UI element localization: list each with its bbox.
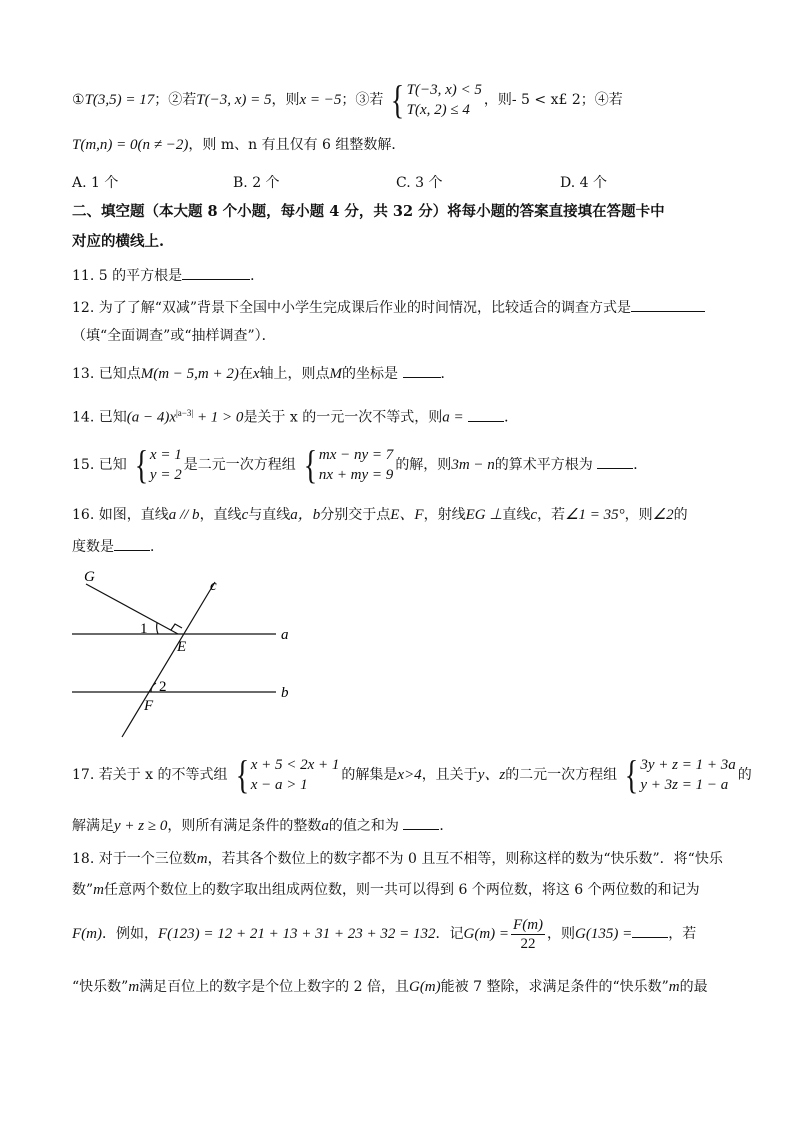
q18-text: ，则 xyxy=(547,926,576,942)
question-13 xyxy=(72,363,724,384)
question-16-cont xyxy=(72,536,724,557)
q16-text: 16. 如图，直线 xyxy=(72,507,169,523)
q10-math: T(3,5) = 17 xyxy=(84,92,155,108)
q16-math: a，b xyxy=(290,507,321,523)
q16-text: 度数是 xyxy=(72,539,114,555)
q14-math: a = xyxy=(442,409,464,426)
answer-blank xyxy=(631,297,705,312)
q18-text: ，若 xyxy=(668,926,697,942)
question-12 xyxy=(72,297,724,318)
q18-math: G(m) xyxy=(408,979,441,995)
q15-system-row: mx − ny = 7 xyxy=(318,447,394,463)
answer-blank xyxy=(114,536,150,551)
label-e: E xyxy=(177,639,187,655)
answer-blank xyxy=(403,363,441,378)
q18-text: 满足百位上的数字是个位上数字的 2 倍，且 xyxy=(139,979,409,995)
q16-text: ，直线 xyxy=(199,507,242,523)
q17-system-row: x − a > 1 xyxy=(250,777,308,793)
question-15 xyxy=(72,443,724,487)
q15-solution-system: { x = 1 y = 2 xyxy=(134,442,182,487)
q15-text: 是二元一次方程组 xyxy=(183,457,296,473)
q17-text: 的二元一次方程组 xyxy=(505,767,618,783)
q17-end: ． xyxy=(439,818,454,834)
q14-math: (a − 4)x xyxy=(126,409,176,426)
label-c: c xyxy=(210,578,217,594)
q17-text: 17. 若关于 x 的不等式组 xyxy=(72,767,228,783)
q15-text: 15. 已知 xyxy=(72,457,127,473)
section-title-cont: 对应的横线上. xyxy=(72,233,165,250)
question-18-line2 xyxy=(72,880,724,900)
q18-text: ．记 xyxy=(435,926,464,942)
answer-blank xyxy=(632,923,668,938)
q17-text: ，且关于 xyxy=(421,767,478,783)
q15-system-row: nx + my = 9 xyxy=(318,467,394,483)
q15-equation-system: { mx − ny = 7 nx + my = 9 xyxy=(303,442,394,487)
q17-text: ，则所有满足条件的整数 xyxy=(167,818,322,834)
question-16 xyxy=(72,505,724,525)
q10-statements-line1 xyxy=(72,77,724,122)
q12-text: 12. 为了了解“双减”背景下全国中小学生完成课后作业的时间情况，比较适合的调查方式是 xyxy=(72,300,632,316)
q10-math: T(m,n) = 0(n ≠ −2) xyxy=(72,137,189,153)
q10-text: ① xyxy=(72,92,85,108)
line-c xyxy=(122,582,215,737)
q16-text: ，则 xyxy=(624,507,653,523)
q17-text: 的值之和为 xyxy=(328,818,399,834)
q18-text: 任意两个数位上的数字取出组成两位数，则一共可以得到 6 个两位数，将这 6 个两位数的和记为 xyxy=(104,882,700,898)
q18-text: ．例如， xyxy=(102,926,158,942)
q14-exponent: |a−3| xyxy=(176,408,194,418)
q13-end: ． xyxy=(440,366,455,382)
q18-math: m xyxy=(128,979,140,995)
q18-text: “快乐数” xyxy=(72,979,129,995)
q10-statements-line2 xyxy=(72,135,724,155)
question-18 xyxy=(72,849,724,869)
q18-math: m xyxy=(93,882,105,898)
q16-math: ∠2 xyxy=(652,507,674,523)
q16-math: a // b xyxy=(168,507,200,523)
q15-text: 的算术平方根为 xyxy=(494,457,593,473)
q11-text: 11. 5 的平方根是 xyxy=(72,268,183,284)
q18-math: m xyxy=(196,851,208,867)
q18-text: 能被 7 整除，求满足条件的“快乐数” xyxy=(440,979,669,995)
label-a: a xyxy=(281,627,289,643)
label-b: b xyxy=(281,685,289,701)
q13-math: x xyxy=(252,366,260,382)
q16-text: 分别交于点 xyxy=(320,507,391,523)
q17-system-row: 3y + z = 1 + 3a xyxy=(640,757,736,773)
q16-text: 直线 xyxy=(502,507,531,523)
q13-math: M(m − 5,m + 2) xyxy=(140,366,239,382)
fraction-denominator: 22 xyxy=(520,935,536,952)
q11-end: ． xyxy=(250,268,265,284)
q13-math: M xyxy=(329,366,343,382)
question-18-line4 xyxy=(72,977,724,997)
q10-option-d: D. 4 个 xyxy=(560,175,607,191)
right-angle-mark xyxy=(171,624,182,630)
q14-math: + 1 > 0 xyxy=(193,409,244,426)
q17-equation-system: { 3y + z = 1 + 3a y + 3z = 1 − a xyxy=(624,752,736,797)
q17-math: x>4 xyxy=(397,767,422,783)
ray-eg xyxy=(86,584,178,634)
q16-text: ，射线 xyxy=(423,507,466,523)
q16-math: ∠1 = 35° xyxy=(565,507,625,523)
q18-text: ，若其各个数位上的数字都不为 0 且互不相等，则称这样的数为“快乐数”．将“快乐 xyxy=(207,851,723,867)
fraction-numerator: F(m) xyxy=(513,916,544,933)
q16-math: E、F xyxy=(390,507,424,523)
q17-system-row: y + 3z = 1 − a xyxy=(640,777,729,793)
label-f: F xyxy=(144,698,154,714)
q15-text: 的解，则 xyxy=(395,457,452,473)
q10-option-c: C. 3 个 xyxy=(396,175,443,191)
q17-system-row: x + 5 < 2x + 1 xyxy=(250,757,340,773)
q17-text: 解满足 xyxy=(72,818,114,834)
q16-math: EG ⊥ xyxy=(465,507,503,523)
q10-text: ；③若 xyxy=(341,92,384,108)
q16-text: 与直线 xyxy=(248,507,291,523)
q18-fraction xyxy=(511,916,545,953)
question-11 xyxy=(72,265,724,286)
q16-text: 的 xyxy=(673,507,688,523)
answer-blank xyxy=(597,454,633,469)
question-18-line3 xyxy=(72,912,724,956)
q10-math: x = −5 xyxy=(299,92,342,108)
q10-text: ，则 m、n 有且仅有 6 组整数解． xyxy=(188,137,406,153)
q18-math: F(m) xyxy=(72,926,102,942)
label-g: G xyxy=(84,569,95,585)
q17-text: 的 xyxy=(737,767,752,783)
q10-text: ；②若 xyxy=(154,92,197,108)
q15-system-row: y = 2 xyxy=(149,467,182,483)
q10-system-row: T(−3, x) < 5 xyxy=(406,82,482,98)
q14-text: 是关于 x 的一元一次不等式，则 xyxy=(243,409,443,426)
q14-text: 14. 已知 xyxy=(72,409,127,426)
question-12-cont: （填“全面调查”或“抽样调查”）． xyxy=(72,328,276,344)
q18-text: 的最 xyxy=(679,979,708,995)
label-angle-1: 1 xyxy=(140,621,148,637)
q15-math: 3m − n xyxy=(451,457,495,473)
q10-text: ，则 xyxy=(271,92,300,108)
question-17-cont xyxy=(72,815,724,836)
q18-math: F(123) = 12 + 21 + 13 + 31 + 23 + 32 = 132 xyxy=(158,926,436,942)
q18-text: 18. 对于一个三位数 xyxy=(72,851,197,867)
question-17 xyxy=(72,752,752,797)
q10-math: T(−3, x) = 5 xyxy=(196,92,272,108)
q17-inequality-system: { x + 5 < 2x + 1 x − a > 1 xyxy=(235,752,340,797)
answer-blank xyxy=(403,815,439,830)
q10-option-b: B. 2 个 xyxy=(233,175,280,191)
q10-option-a: A. 1 个 xyxy=(72,175,119,191)
q15-end: ． xyxy=(633,457,648,473)
q10-text: ，则- 5 < x£ 2；④若 xyxy=(483,92,623,108)
q17-text: 的解集是 xyxy=(341,767,398,783)
q13-text: 的坐标是 xyxy=(342,366,399,382)
q16-math: c xyxy=(530,507,538,523)
q13-text: 13. 已知点 xyxy=(72,366,141,382)
angle-2-arc xyxy=(151,683,156,692)
q18-text: 数” xyxy=(72,882,94,898)
section-title: 二、填空题（本大题 8 个小题，每小题 4 分，共 32 分）将每小题的答案直接填在答题卡中 xyxy=(72,203,665,220)
q18-math: m xyxy=(668,979,680,995)
q17-math: a xyxy=(321,818,329,834)
q17-math: y、z xyxy=(477,767,506,783)
q16-geometry-figure xyxy=(60,565,310,745)
q13-text: 轴上，则点 xyxy=(259,366,330,382)
q15-system-row: x = 1 xyxy=(149,447,182,463)
q14-end: ． xyxy=(504,409,519,426)
q10-system-row: T(x, 2) ≤ 4 xyxy=(406,102,470,118)
q13-text: 在 xyxy=(238,366,253,382)
q17-math: y + z ≥ 0 xyxy=(114,818,168,834)
answer-blank xyxy=(182,265,250,280)
q16-end: ． xyxy=(150,539,164,555)
answer-blank xyxy=(468,407,504,422)
q16-text: ，若 xyxy=(537,507,566,523)
label-angle-2: 2 xyxy=(159,679,167,695)
question-14 xyxy=(72,403,724,428)
angle-1-arc xyxy=(157,623,158,634)
q16-math: c xyxy=(241,507,249,523)
q10-inequality-system: { T(−3, x) < 5 T(x, 2) ≤ 4 xyxy=(391,77,482,122)
q18-math: G(135) = xyxy=(575,926,633,942)
q18-math: G(m) = xyxy=(463,926,510,942)
